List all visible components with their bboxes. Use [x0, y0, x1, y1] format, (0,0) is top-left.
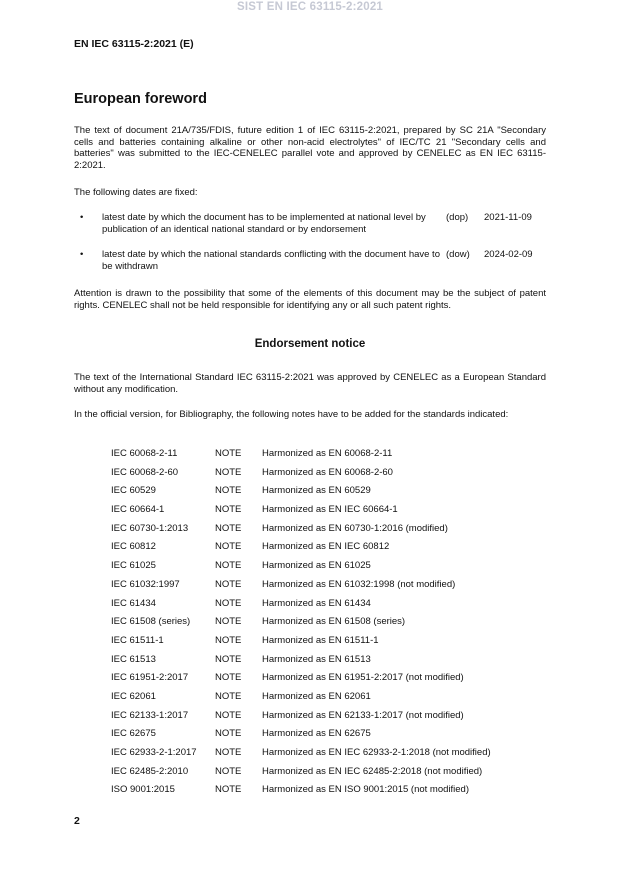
note-standard: IEC 62133-1:2017: [111, 709, 189, 721]
date-item-text: latest date by which the national standards conflicting with the document have to be withdrawn: [102, 249, 440, 272]
note-harmonized: Harmonized as EN 62675: [262, 728, 371, 740]
bullet-icon: •: [80, 249, 84, 260]
date-item-dow: [74, 249, 546, 273]
page-number: 2: [74, 815, 80, 827]
note-standard: IEC 61513: [111, 653, 156, 665]
foreword-paragraph-dates-intro: The following dates are fixed:: [74, 187, 198, 198]
note-harmonized: Harmonized as EN ISO 9001:2015 (not modified): [262, 784, 469, 796]
note-harmonized: Harmonized as EN 60068-2-11: [262, 448, 393, 459]
note-standard: IEC 62485-2:2010: [111, 765, 189, 777]
note-standard: IEC 61951-2:2017: [111, 672, 189, 684]
note-standard: IEC 60664-1: [111, 504, 165, 516]
foreword-paragraph-patent: Attention is drawn to the possibility that some of the elements of this document may be the subject of patent rights. CENELEC shall not be held responsible for identifying any or all such patent rights.: [74, 288, 546, 311]
note-harmonized: Harmonized as EN 61434: [262, 597, 371, 609]
note-harmonized: Harmonized as EN 60068-2-60: [262, 466, 393, 478]
note-standard: IEC 61032:1997: [111, 578, 180, 590]
note-label: NOTE: [215, 690, 242, 702]
note-label: NOTE: [215, 784, 242, 796]
note-standard: IEC 61511-1: [111, 634, 164, 646]
section-title-european-foreword: European foreword: [74, 91, 207, 107]
endorsement-paragraph-2: In the official version, for Bibliography, the following notes have to be added for the standards indicated:: [74, 409, 509, 420]
endorsement-paragraph-1: The text of the International Standard IEC 63115-2:2021 was approved by CENELEC as a European Standard without any modification.: [74, 372, 546, 395]
note-harmonized: Harmonized as EN 61511-1: [262, 634, 379, 646]
note-label: NOTE: [215, 728, 242, 740]
date-item-date: 2024-02-09: [484, 249, 533, 260]
note-harmonized: Harmonized as EN IEC 60812: [262, 541, 390, 553]
note-harmonized: Harmonized as EN IEC 62933-2-1:2018 (not modified): [262, 747, 491, 758]
note-standard: IEC 60068-2-11: [111, 448, 178, 459]
note-label: NOTE: [215, 597, 242, 609]
document-id: EN IEC 63115-2:2021 (E): [74, 38, 194, 50]
note-standard: IEC 61508 (series): [111, 616, 191, 628]
note-label: NOTE: [215, 541, 242, 553]
note-standard: IEC 62675: [111, 728, 156, 740]
note-harmonized: Harmonized as EN 61508 (series): [262, 616, 406, 628]
section-title-endorsement-notice: Endorsement notice: [254, 338, 366, 350]
note-standard: IEC 61025: [111, 560, 156, 572]
note-label: NOTE: [215, 560, 242, 572]
note-standard: ISO 9001:2015: [111, 784, 175, 796]
note-label: NOTE: [215, 616, 242, 628]
note-standard: IEC 60730-1:2013: [111, 522, 189, 534]
note-standard: IEC 62061: [111, 690, 156, 702]
watermark: SIST EN IEC 63115-2:2021: [236, 1, 384, 13]
note-label: NOTE: [215, 765, 242, 777]
note-label: NOTE: [215, 747, 242, 758]
note-harmonized: Harmonized as EN 61032:1998 (not modified): [262, 578, 456, 590]
note-harmonized: Harmonized as EN 62133-1:2017 (not modified): [262, 709, 464, 721]
date-item-text: latest date by which the document has to be implemented at national level by publication of an identical national standard or by endorsement: [102, 212, 426, 235]
note-standard: IEC 60068-2-60: [111, 466, 179, 478]
note-label: NOTE: [215, 709, 242, 721]
note-label: NOTE: [215, 504, 242, 516]
note-harmonized: Harmonized as EN 62061: [262, 690, 371, 702]
note-label: NOTE: [215, 466, 242, 478]
note-standard: IEC 62933-2-1:2017: [111, 747, 197, 758]
note-label: NOTE: [215, 653, 242, 665]
date-item-abbr: (dop): [446, 212, 469, 223]
note-label: NOTE: [215, 448, 242, 459]
note-standard: IEC 60812: [111, 541, 156, 553]
note-label: NOTE: [215, 672, 242, 684]
note-harmonized: Harmonized as EN IEC 62485-2:2018 (not modified): [262, 765, 483, 777]
note-label: NOTE: [215, 634, 242, 646]
note-harmonized: Harmonized as EN IEC 60664-1: [262, 504, 398, 516]
bullet-icon: •: [80, 212, 84, 223]
date-item-abbr: (dow): [446, 249, 470, 260]
note-harmonized: Harmonized as EN 60529: [262, 485, 371, 497]
date-item-dop: [74, 212, 546, 236]
note-standard: IEC 61434: [111, 597, 156, 609]
date-item-date: 2021-11-09: [484, 212, 532, 223]
note-label: NOTE: [215, 485, 242, 497]
note-label: NOTE: [215, 578, 242, 590]
note-harmonized: Harmonized as EN 61951-2:2017 (not modified): [262, 672, 464, 684]
note-harmonized: Harmonized as EN 61513: [262, 653, 371, 665]
foreword-paragraph-1: The text of document 21A/735/FDIS, future edition 1 of IEC 63115-2:2021, prepared by SC 21A "Secondary cells and batteries containing alkaline or other non-acid electrolytes" of IEC/TC 21 "Secondary cells and batteries" was submitted to the IEC-CENELEC parallel vote and approved by CENELEC as EN IEC 63115-2:2021.: [74, 125, 546, 171]
note-standard: IEC 60529: [111, 485, 156, 497]
note-harmonized: Harmonized as EN 61025: [262, 560, 371, 572]
note-harmonized: Harmonized as EN 60730-1:2016 (modified): [262, 522, 448, 534]
note-label: NOTE: [215, 522, 242, 534]
